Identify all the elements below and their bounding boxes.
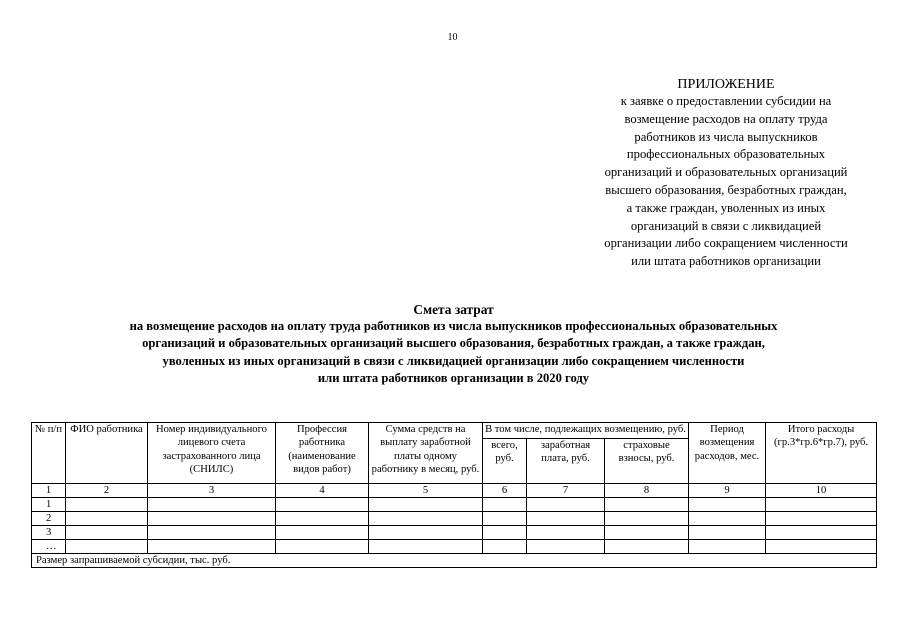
column-number: 6 [483, 484, 527, 498]
cell-result [766, 526, 877, 540]
table-row [32, 512, 877, 526]
header-result: Итого расходы (гр.3*гр.6*гр.7), руб. [766, 423, 877, 484]
table-row [32, 498, 877, 512]
header-fio: ФИО работника [66, 423, 148, 484]
subsidy-row [32, 554, 877, 568]
cell-sum [369, 540, 483, 554]
cell-fio [66, 498, 148, 512]
appendix-line: организаций и образовательных организаций [604, 165, 848, 180]
header-total: всего, руб. [483, 439, 527, 484]
cell-insurance [605, 498, 689, 512]
cell-fio [66, 526, 148, 540]
appendix-line: организации либо сокращением численности [604, 236, 848, 251]
cell-period [689, 540, 766, 554]
cost-table [31, 422, 877, 568]
header-period: Период возмещения расходов, мес. [689, 423, 766, 484]
cell-total [483, 512, 527, 526]
header-snils: Номер индивидуального лицевого счета застрахованного лица (СНИЛС) [148, 423, 276, 484]
table-header-row [32, 423, 877, 439]
appendix-line: профессиональных образовательных [626, 147, 826, 162]
cell-snils [148, 498, 276, 512]
cell-insurance [605, 540, 689, 554]
header-insurance: страховые взносы, руб. [605, 439, 689, 484]
column-number-row [32, 484, 877, 498]
estimate-heading [40, 301, 867, 387]
column-number: 2 [66, 484, 148, 498]
column-number: 4 [276, 484, 369, 498]
cell-salary [527, 512, 605, 526]
row-number: … [32, 540, 66, 554]
header-group: В том числе, подлежащих возмещению, руб. [483, 423, 689, 439]
cell-total [483, 540, 527, 554]
cell-period [689, 498, 766, 512]
appendix-line: работников из числа выпускников [634, 129, 818, 144]
estimate-line: на возмещение расходов на оплату труда работников из числа выпускников профессиональных образовательных [129, 319, 778, 334]
cell-salary [527, 498, 605, 512]
cell-snils [148, 526, 276, 540]
appendix-line: высшего образования, безработных граждан, [605, 182, 847, 197]
column-number: 1 [32, 484, 66, 498]
header-sum: Сумма средств на выплату заработной платы одному работнику в месяц, руб. [369, 423, 483, 484]
estimate-line: уволенных из иных организаций в связи с ликвидацией организации либо сокращением численности [162, 353, 745, 368]
row-number: 1 [32, 498, 66, 512]
column-number: 3 [148, 484, 276, 498]
cell-period [689, 512, 766, 526]
row-number: 2 [32, 512, 66, 526]
appendix-line: организаций в связи с ликвидацией [630, 218, 822, 233]
cell-snils [148, 512, 276, 526]
estimate-line: организаций и образовательных организаций высшего образования, безработных граждан, а также граждан, [142, 336, 765, 351]
cell-profession [276, 512, 369, 526]
table-row [32, 526, 877, 540]
header-profession: Профессия работника (наименование видов работ) [276, 423, 369, 484]
column-number: 9 [689, 484, 766, 498]
cell-salary [527, 526, 605, 540]
cell-fio [66, 512, 148, 526]
cell-profession [276, 498, 369, 512]
cell-total [483, 526, 527, 540]
column-number: 5 [369, 484, 483, 498]
appendix-title: ПРИЛОЖЕНИЕ [677, 77, 775, 92]
cell-profession [276, 540, 369, 554]
cell-sum [369, 512, 483, 526]
appendix-line: а также граждан, уволенных из иных [626, 200, 826, 215]
estimate-title: Смета затрат [413, 302, 494, 317]
cell-total [483, 498, 527, 512]
cell-profession [276, 526, 369, 540]
cell-result [766, 512, 877, 526]
page-number: 10 [447, 32, 458, 43]
cell-insurance [605, 512, 689, 526]
subsidy-label: Размер запрашиваемой субсидии, тыс. руб. [32, 554, 877, 568]
appendix-block [568, 76, 884, 271]
cell-sum [369, 498, 483, 512]
cell-result [766, 498, 877, 512]
column-number: 7 [527, 484, 605, 498]
cell-snils [148, 540, 276, 554]
appendix-line: возмещение расходов на оплату труда [624, 111, 828, 126]
header-salary: заработная плата, руб. [527, 439, 605, 484]
cell-period [689, 526, 766, 540]
cell-result [766, 540, 877, 554]
row-number: 3 [32, 526, 66, 540]
column-number: 10 [766, 484, 877, 498]
column-number: 8 [605, 484, 689, 498]
cell-insurance [605, 526, 689, 540]
estimate-line: или штата работников организации в 2020 году [317, 370, 590, 385]
cell-fio [66, 540, 148, 554]
appendix-line: к заявке о предоставлении субсидии на [620, 94, 832, 108]
appendix-line: или штата работников организации [631, 254, 821, 269]
header-num: № п/п [32, 423, 66, 484]
cell-salary [527, 540, 605, 554]
cell-sum [369, 526, 483, 540]
table-row [32, 540, 877, 554]
